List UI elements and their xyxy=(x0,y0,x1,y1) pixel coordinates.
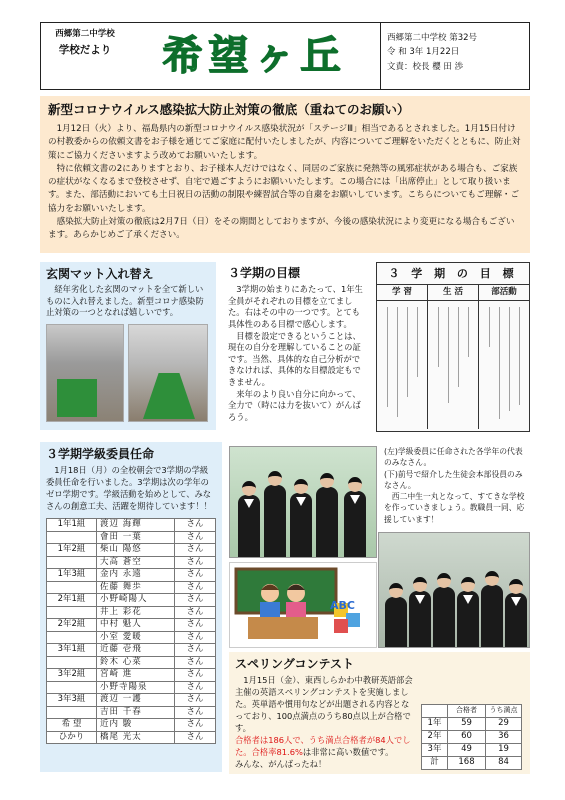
honorific: さん xyxy=(175,681,216,694)
spelling-pass-count: 合格者は186人で、うち満点合格者が84人でした。 xyxy=(235,735,411,758)
goal-sheet-image xyxy=(376,262,530,432)
table-cell: 3年 xyxy=(422,744,448,757)
class-cell: 3年3組 xyxy=(47,694,97,707)
class-cell xyxy=(47,656,97,669)
entrance-mat-text: 経年劣化した玄関のマットを全て新しいものに入れ替えました。新型コロナ感染防止対策の一つとなれば嬉しいです。 xyxy=(46,284,204,318)
committee-table xyxy=(46,518,216,744)
entrance-photos xyxy=(46,324,210,422)
covid-paragraph-1: 1月12日（火）より、福島県内の新型コロナウイルス感染状況が「ステージⅢ」相当であるとされました。1月15日付けの村教委からの依頼文書をお子様を通じてご家庭に配付いたしましたが、内容についてご理解をいただくとともに、防止対策にご協力くださいますよう改めてお願いいたします。 xyxy=(48,123,521,161)
spelling-pass-rate: 合格率81.6% xyxy=(251,747,303,758)
goal-sheet-col-life: 生 活 xyxy=(428,285,479,300)
entrance-photo-right xyxy=(128,324,208,422)
student-name: 會田 一葉 xyxy=(97,531,175,544)
class-cell xyxy=(47,531,97,544)
class-cell xyxy=(47,631,97,644)
goal-sheet-col-club: 部活動 xyxy=(491,287,517,297)
table-header-row xyxy=(422,705,522,718)
table-row xyxy=(47,731,216,744)
masthead xyxy=(40,22,530,90)
entrance-mat-section xyxy=(40,262,216,430)
table-row xyxy=(47,531,216,544)
student-council-photo xyxy=(378,532,530,648)
issue-author: 文責：校長 櫻 田 渉 xyxy=(387,61,464,72)
table-row xyxy=(47,656,216,669)
honorific: さん xyxy=(175,644,216,657)
entrance-mat-title: 玄関マット入れ替え xyxy=(46,267,154,281)
honorific: さん xyxy=(175,656,216,669)
table-row xyxy=(422,731,522,744)
class-cell xyxy=(47,606,97,619)
table-row xyxy=(47,581,216,594)
issue-date: 令 和 3年 1月22日 xyxy=(387,47,460,58)
spelling-results-table xyxy=(421,704,522,770)
table-row xyxy=(47,669,216,682)
honorific: さん xyxy=(175,706,216,719)
table-cell: 29 xyxy=(486,718,522,731)
honorific: さん xyxy=(175,631,216,644)
student-name: 渡辺 一護 xyxy=(97,694,175,707)
covid-title: 新型コロナウイルス感染拡大防止対策の徹底（重ねてのお願い） xyxy=(48,102,410,117)
class-cell: 希 望 xyxy=(47,719,97,732)
class-cell: 2年2組 xyxy=(47,619,97,632)
spelling-cheer: みんな、がんばったね！ xyxy=(235,759,327,770)
table-row xyxy=(422,757,522,770)
table-cell: 2年 xyxy=(422,731,448,744)
table-row xyxy=(47,619,216,632)
table-row xyxy=(47,631,216,644)
class-cell xyxy=(47,581,97,594)
committee-title: ３学期学級委員任命 xyxy=(46,447,155,461)
table-row xyxy=(47,644,216,657)
student-name: 佐藤 舞歩 xyxy=(97,581,175,594)
table-row xyxy=(47,681,216,694)
class-cell: 1年3組 xyxy=(47,569,97,582)
table-row xyxy=(47,519,216,532)
table-cell: 19 xyxy=(486,744,522,757)
term-goals-paragraph-3: 来年のより良い自分に向かって、全力で（時には力を抜いて）がんばろう。 xyxy=(228,388,361,422)
honorific: さん xyxy=(175,531,216,544)
photo-captions xyxy=(384,446,530,525)
student-name: 柴山 陽悠 xyxy=(97,544,175,557)
table-row xyxy=(47,544,216,557)
student-name: 宮崎 進 xyxy=(97,669,175,682)
honorific: さん xyxy=(175,731,216,744)
honorific: さん xyxy=(175,569,216,582)
honorific: さん xyxy=(175,519,216,532)
term-goals-paragraph-2: 目標を設定できるということは、現在の自分を理解していることの証です。当然、具体的な自己分析ができなければ、具体的な目標設定もできません。 xyxy=(228,330,361,388)
caption-below: (下)前号で紹介した生徒会本部役員のみなさん。 xyxy=(384,469,523,490)
table-cell: 計 xyxy=(422,757,448,770)
class-cell xyxy=(47,706,97,719)
issue-number: 西郷第二中学校 第32号 xyxy=(387,33,478,43)
term-goals-paragraph-1: 3学期の始まりにあたって、1年生全員がそれぞれの目標を立てました。右はその中の一つです。とても具体性のある目標で感心します。 xyxy=(228,284,363,330)
honorific: さん xyxy=(175,606,216,619)
table-cell: 84 xyxy=(486,757,522,770)
covid-paragraph-3: 感染拡大防止対策の徹底は2月7日（日）をその期間としておりますが、今後の感染状況により変更になる場合もございます。あらかじめご了承ください。 xyxy=(48,217,515,241)
class-cell xyxy=(47,556,97,569)
table-cell: 59 xyxy=(448,718,486,731)
covid-paragraph-2: 特に依頼文書の2にありますとおり、お子様本人だけではなく、同居のご家族に発熱等の風邪症状がある場合も、ご家族の症状がなくなるまで登校させず、自宅で過ごすようにお願いいたします。この場合には「出席停止」として取り扱います。また、部活動においても土日祝日の活動の制限や練習試合等の自粛をお願いしています。こちらについてもご理解・ご協力をお願いいたします。 xyxy=(48,163,520,214)
table-row xyxy=(47,606,216,619)
student-name: 小野崎陽人 xyxy=(97,594,175,607)
student-name: 橋尾 光太 xyxy=(97,731,175,744)
student-name: 金内 永遠 xyxy=(97,569,175,582)
table-header-cell: 合格者 xyxy=(448,705,486,718)
honorific: さん xyxy=(175,669,216,682)
class-cell: 2年1組 xyxy=(47,594,97,607)
svg-text:ABC: ABC xyxy=(330,599,355,612)
students-illustration xyxy=(230,563,377,648)
goal-sheet-body xyxy=(377,301,529,429)
table-header-cell: うち満点 xyxy=(486,705,522,718)
table-cell: 49 xyxy=(448,744,486,757)
spelling-paragraph-1: 1月15日（金）、東西しらかわ中教研英語部会主催の英語スペリングコンテストを実施しました。英単語や慣用句などが出題される内容となっており、100点満点のうち80点以上が合格です。 xyxy=(235,675,413,734)
student-name: 渡辺 海輝 xyxy=(97,519,175,532)
caption-left: (左)学級委員に任命された各学年の代表のみなさん。 xyxy=(384,447,523,468)
school-name: 西郷第二中学校 xyxy=(55,29,115,39)
masthead-left xyxy=(41,23,129,89)
committee-text: 1月18日（月）の全校朝会で3学期の学級委員任命を行いました。3学期は次の学年のゼロ学期です。学級活動を始めとして、みなさんの創意工夫、活躍を期待しています！！ xyxy=(46,465,212,512)
term-goals-title: ３学期の目標 xyxy=(228,266,301,280)
table-row xyxy=(47,556,216,569)
student-name: 近藤 壱飛 xyxy=(97,644,175,657)
table-header-cell xyxy=(422,705,448,718)
newsletter-title: 希望ヶ丘 xyxy=(162,33,347,79)
table-row xyxy=(422,744,522,757)
goal-sheet-headers xyxy=(377,285,529,301)
student-name: 中村 魁人 xyxy=(97,619,175,632)
honorific: さん xyxy=(175,594,216,607)
spelling-contest-section xyxy=(229,652,530,774)
student-name: 近内 駿 xyxy=(97,719,175,732)
honorific: さん xyxy=(175,719,216,732)
issue-info xyxy=(381,23,529,89)
caption-message: 西二中生一丸となって、すてきな学校を作っていきましょう。教職員一同、応援しています！ xyxy=(384,492,525,524)
honorific: さん xyxy=(175,694,216,707)
goal-sheet-col-study: 学 習 xyxy=(377,285,428,300)
student-name: 井上 彩花 xyxy=(97,606,175,619)
table-cell: 60 xyxy=(448,731,486,744)
spelling-contest-title: スペリングコンテスト xyxy=(235,657,355,671)
newsletter-title-box xyxy=(129,23,381,89)
honorific: さん xyxy=(175,544,216,557)
class-cell: ひかり xyxy=(47,731,97,744)
committee-members-photo xyxy=(229,446,377,558)
class-cell: 3年1組 xyxy=(47,644,97,657)
table-row xyxy=(47,719,216,732)
spelling-contest-text xyxy=(235,674,413,770)
table-row xyxy=(47,594,216,607)
table-row xyxy=(422,718,522,731)
class-cell xyxy=(47,681,97,694)
class-cell: 3年2組 xyxy=(47,669,97,682)
entrance-photo-left xyxy=(46,324,124,422)
student-name: 小室 愛暖 xyxy=(97,631,175,644)
goal-sheet-title: ３ 学 期 の 目 標 xyxy=(377,263,529,285)
table-cell: 168 xyxy=(448,757,486,770)
newsletter-label: 学校だより xyxy=(58,44,112,57)
student-name: 大高 蒼空 xyxy=(97,556,175,569)
table-row xyxy=(47,694,216,707)
class-cell: 1年2組 xyxy=(47,544,97,557)
table-cell: 36 xyxy=(486,731,522,744)
honorific: さん xyxy=(175,581,216,594)
classroom-illustration xyxy=(229,562,377,648)
table-row xyxy=(47,569,216,582)
spelling-rate-comment: は非常に高い数値です。 xyxy=(302,747,394,758)
table-row xyxy=(47,706,216,719)
honorific: さん xyxy=(175,556,216,569)
class-committee-section xyxy=(40,442,222,772)
covid-notice xyxy=(40,96,530,253)
student-name: 吉田 千春 xyxy=(97,706,175,719)
student-name: 小野寺陽泉 xyxy=(97,681,175,694)
honorific: さん xyxy=(175,619,216,632)
table-cell: 1年 xyxy=(422,718,448,731)
class-cell: 1年1組 xyxy=(47,519,97,532)
student-name: 鈴木 心菜 xyxy=(97,656,175,669)
term-goals-section xyxy=(224,262,369,432)
